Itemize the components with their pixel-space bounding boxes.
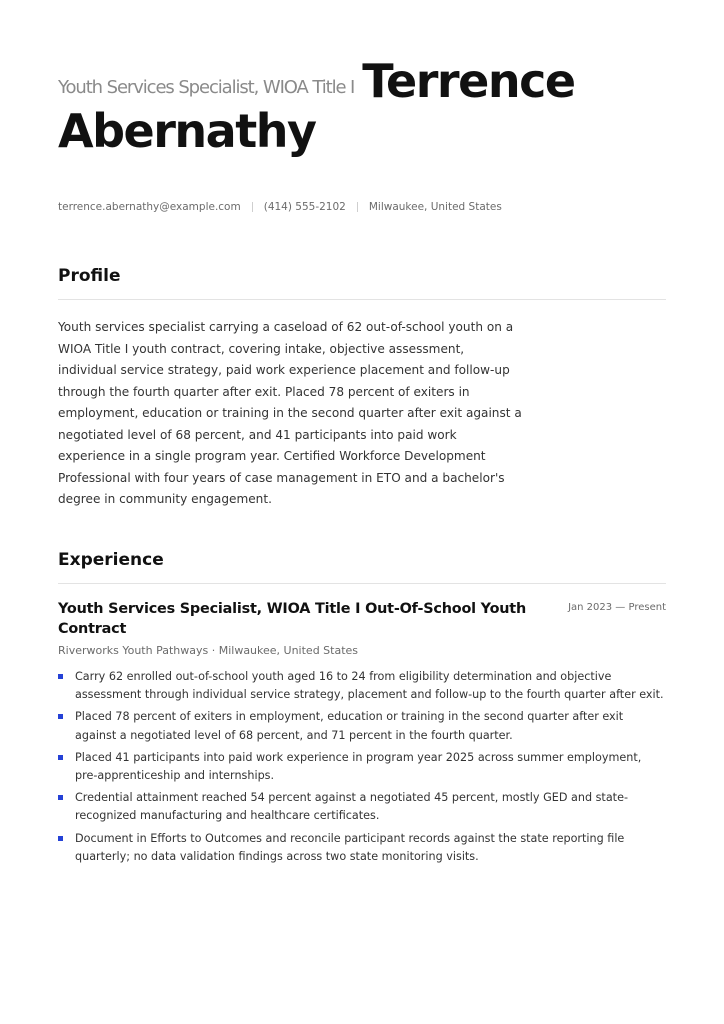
bullet-square-icon (58, 755, 63, 760)
resume-header (58, 54, 678, 158)
profile-section (58, 266, 666, 511)
bullet-square-icon (58, 836, 63, 841)
job-bullet (58, 749, 666, 785)
bullet-text: Placed 78 percent of exiters in employment, education or training in the second quarter after exit against a negotiated level of 68 percent, and 71 percent in the fourth quarter. (75, 710, 624, 742)
bullet-text: Document in Efforts to Outcomes and reconcile participant records against the state reporting file quarterly; no data validation findings across two state monitoring visits. (75, 831, 625, 863)
bullet-text: Placed 41 participants into paid work experience in program year 2025 across summer employment, pre-apprenticeship and internships. (75, 750, 642, 783)
job-bullet (58, 708, 666, 744)
contact-email[interactable]: terrence.abernathy@example.com (58, 201, 241, 213)
contact-phone[interactable]: (414) 555-2102 (263, 201, 346, 213)
job-bullet (58, 668, 666, 704)
last-name: Abernathy (58, 104, 316, 158)
contact-divider (357, 202, 358, 212)
job-title: Youth Services Specialist, WIOA Title I (58, 77, 355, 98)
job-company: Riverworks Youth Pathways · Milwaukee, United States (58, 644, 359, 657)
job-entry (58, 599, 666, 866)
title-line (58, 54, 678, 108)
profile-text: Youth services specialist carrying a caseload of 62 out-of-school youth on a WIOA Title I youth contract, covering intake, objective assessment, individual service strategy, paid work experience placement and follow-up through the fourth quarter after exit. Placed 78 percent of exiters in employment, education or training in the second quarter after exit against a negotiated level of 68 percent, and 41 participants into paid work experience in a single program year. Certified Workforce Development Professional with four years of case management in ETO and a bachelor's degree in community engagement. (58, 320, 522, 506)
first-name: Terrence (362, 54, 575, 108)
experience-heading: Experience (58, 550, 666, 584)
job-role: Youth Services Specialist, WIOA Title I Out-Of-School Youth Contract (58, 601, 527, 637)
bullet-square-icon (58, 674, 63, 679)
bullet-text: Carry 62 enrolled out-of-school youth aged 16 to 24 from eligibility determination and objective assessment through individual service strategy, placement and follow-up to the fourth quarter after exit. (75, 670, 664, 702)
bullet-text: Credential attainment reached 54 percent against a negotiated 45 percent, mostly GED and state-recognized manufacturing and healthcare certificates. (75, 791, 628, 823)
job-dates: Jan 2023 — Present (568, 602, 666, 613)
job-header (58, 599, 666, 639)
bullet-square-icon (58, 714, 63, 719)
experience-section (58, 550, 666, 870)
job-bullet (58, 830, 666, 866)
job-bullets (58, 668, 666, 866)
profile-heading: Profile (58, 266, 666, 300)
contact-divider (252, 202, 253, 212)
contact-line (58, 201, 502, 213)
contact-location: Milwaukee, United States (368, 201, 502, 213)
bullet-square-icon (58, 795, 63, 800)
job-bullet (58, 789, 666, 825)
